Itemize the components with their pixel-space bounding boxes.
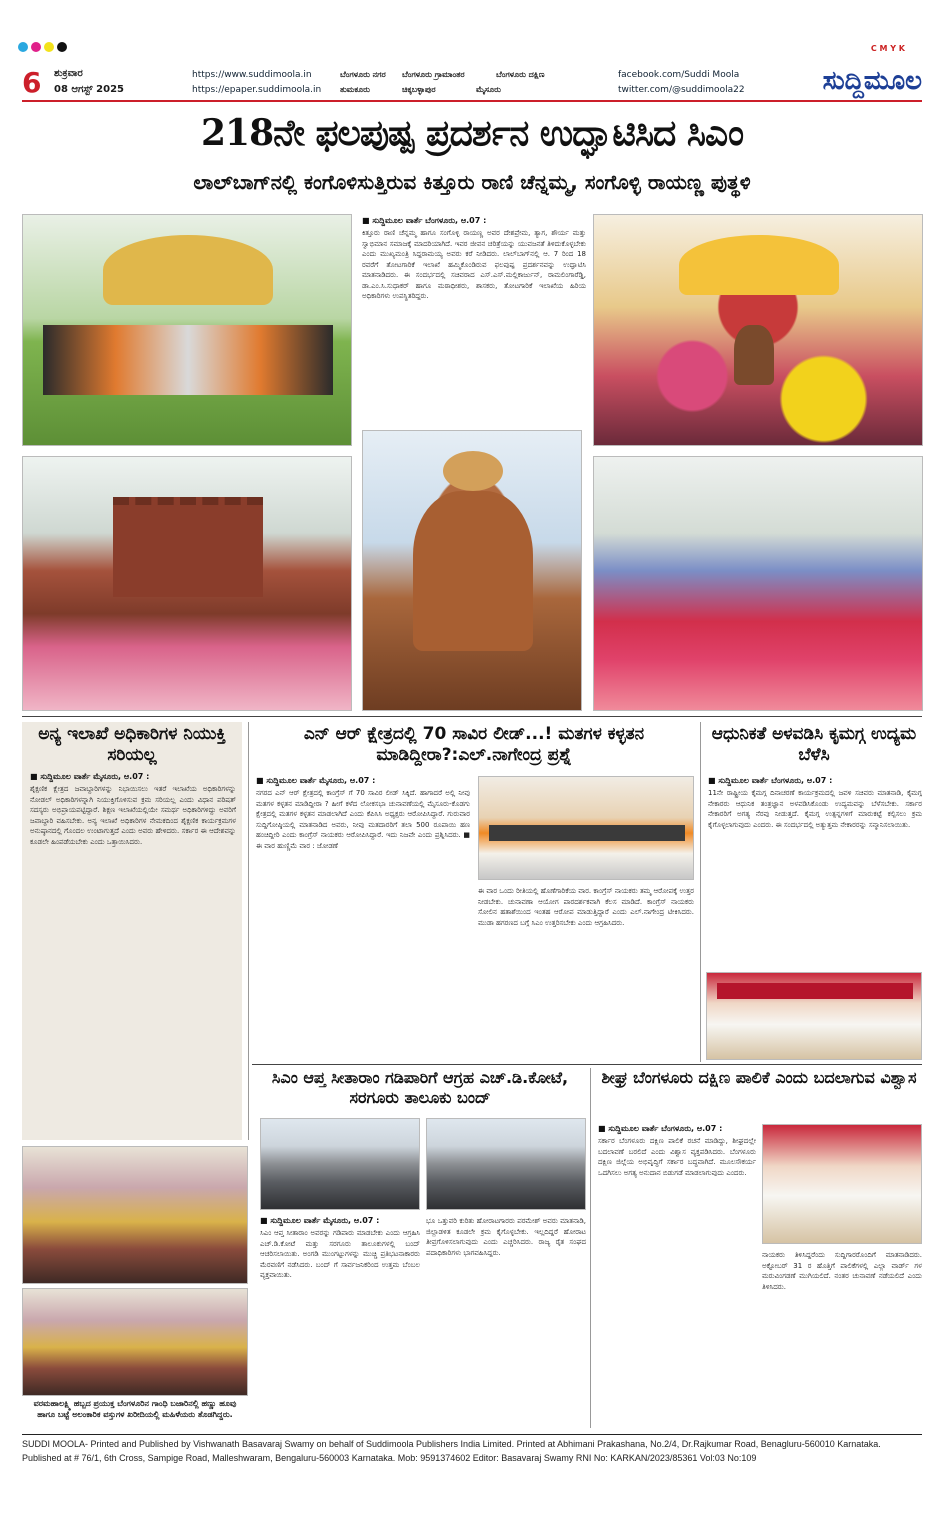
- edition-2: ಬೆಂಗಳೂರು ಗ್ರಾಮಾಂತರ: [402, 70, 465, 79]
- facebook-link[interactable]: facebook.com/Suddi Moola: [618, 70, 740, 80]
- photo-bandh-protest: [260, 1118, 420, 1210]
- edition-5: ಚಿಕ್ಕಬಳ್ಳಾಪುರ: [402, 85, 436, 94]
- main-headline: 218ನೇ ಫಲಪುಷ್ಪ ಪ್ರದರ್ಶನ ಉದ್ಘಾಟಿಸಿದ ಸಿಎಂ: [200, 112, 744, 154]
- col4-byline: ■ ಸುದ್ದಿಮೂಲ ವಾರ್ತೆ ಮೈಸೂರು, ಆ.07 :: [260, 1216, 380, 1225]
- col3-byline: ■ ಸುದ್ದಿಮೂಲ ವಾರ್ತೆ ಬೆಂಗಳೂರು, ಆ.07 :: [708, 776, 833, 785]
- photo-bandh-rally: [426, 1118, 586, 1210]
- page-number: 6: [22, 66, 42, 99]
- registration-dot-cyan: [18, 42, 28, 52]
- cmyk-mark: C M Y K: [870, 44, 905, 53]
- photo-flower-market: [22, 1146, 248, 1284]
- edition-3: ಬೆಂಗಳೂರು ದಕ್ಷಿಣ: [496, 70, 545, 79]
- col1-headline: ಅನ್ಯ ಇಲಾಖೆ ಅಧಿಕಾರಿಗಳ ನಿಯುಕ್ತಿ ಸರಿಯಲ್ಲ: [38, 724, 226, 766]
- issue-date: 08 ಆಗಸ್ಟ್ 2025: [54, 84, 124, 95]
- photo-flower-fort: [22, 456, 352, 711]
- col5-body-right: ನಾಯಕರು ತಿಳಿಸಿದ್ದರೆಂದು ಸುದ್ದಿಗಾರರೊಂದಿಗೆ ಮಾತನಾಡಿದರು. ಅಕ್ಟೋಬರ್ 31 ರ ಹೊತ್ತಿಗೆ ಪಾಲಿಕೆಗಳಲ್ಲಿ ಎಲ್ಲಾ ವಾರ್ಡ್ ಗಳ ಮರುವಿಂಗಡಣೆ ಮುಗಿಯಲಿದೆ. ನಂತರ ಚುನಾವಣೆ ನಡೆಯಲಿದೆ ಎಂದು ತಿಳಿಸಿದರು.: [762, 1251, 922, 1291]
- photo-mantapa-flower-display: [593, 214, 923, 446]
- lead-byline: ■ ಸುದ್ದಿಮೂಲ ವಾರ್ತೆ ಬೆಂಗಳೂರು, ಆ.07 :: [362, 216, 487, 225]
- imprint-line-1: SUDDI MOOLA- Printed and Published by Vishwanath Basavaraj Swamy on behalf of Suddimoola Publishers India Limited. Printed at Abhimani Prakashana, No.2/4, Dr.Rajkumar Road, Benagluru-560010 Karnataka.: [22, 1439, 881, 1449]
- website-link[interactable]: https://www.suddimoola.in: [192, 70, 312, 80]
- col4-headline: ಸಿಎಂ ಆಪ್ತ ಸೀತಾರಾಂ ಗಡಿಪಾರಿಗೆ ಆಗ್ರಹ ಎಚ್.ಡಿ.ಕೋಟೆ, ಸರಗೂರು ತಾಲೂಕು ಬಂದ್: [271, 1068, 569, 1107]
- main-subheadline: ಲಾಲ್‌ಬಾಗ್‌ನಲ್ಲಿ ಕಂಗೊಳಿಸುತ್ತಿರುವ ಕಿತ್ತೂರು ರಾಣಿ ಚೆನ್ನಮ್ಮ, ಸಂಗೊಳ್ಳಿ ರಾಯಣ್ಣ ಪುತ್ಥಳಿ: [193, 170, 751, 194]
- market-photo-caption: ವರಮಹಾಲಕ್ಷ್ಮಿ ಹಬ್ಬದ ಪ್ರಯುಕ್ತ ಬೆಂಗಳೂರಿನ ಗಾಂಧಿ ಬಜಾರಿನಲ್ಲಿ ಹಣ್ಣು ಹೂವು ಹಾಗೂ ಬಟ್ಟೆ ಅಲಂಕಾರಿಕ ವಸ್ತುಗಳ ಖರೀದಿಯಲ್ಲಿ ಮಹಿಳೆಯರು ತೊಡಗಿದ್ದರು.: [33, 1399, 237, 1419]
- footer-rule: [22, 1434, 922, 1435]
- col2-headline: ಎನ್ ಆರ್ ಕ್ಷೇತ್ರದಲ್ಲಿ 70 ಸಾವಿರ ಲೀಡ್...! ಮತಗಳ ಕಳ್ಳತನ ಮಾಡಿದ್ದೀರಾ?:ಎಲ್.ನಾಗೇಂದ್ರ ಪ್ರಶ್ನೆ: [303, 724, 645, 766]
- photo-fruit-market: [22, 1288, 248, 1396]
- col4-body-right: ಭೂ ಒತ್ತುವರಿ ಕುರಿತು ಹೋರಾಟಗಾರರು ಪರಮೇಶ್ ಅವರು ಮಾತನಾಡಿ, ಜಿಲ್ಲಾಡಳಿತ ಕೂಡಲೇ ಕ್ರಮ ಕೈಗೊಳ್ಳಬೇಕು. ಇಲ್ಲದಿದ್ದರೆ ಹೋರಾಟ ತೀವ್ರಗೊಳಿಸಲಾಗುವುದು ಎಂದು ಎಚ್ಚರಿಸಿದರು. ರಾಜ್ಯ ರೈತ ಸಂಘದ ಪದಾಧಿಕಾರಿಗಳು ಭಾಗವಹಿಸಿದ್ದರು.: [426, 1217, 586, 1257]
- col3-body: 11ನೇ ರಾಷ್ಟ್ರೀಯ ಕೈಮಗ್ಗ ದಿನಾಚರಣೆ ಕಾರ್ಯಕ್ರಮದಲ್ಲಿ ಜವಳಿ ಸಚಿವರು ಮಾತನಾಡಿ, ಕೈಮಗ್ಗ ನೇಕಾರರು ಆಧುನಿಕ ತಂತ್ರಜ್ಞಾನ ಅಳವಡಿಸಿಕೊಂಡು ಉದ್ಯಮವನ್ನು ಬೆಳೆಸಬೇಕು. ಸರ್ಕಾರ ನೇಕಾರರಿಗೆ ಅಗತ್ಯ ನೆರವು ನೀಡುತ್ತದೆ. ಕೈಮಗ್ಗ ಉತ್ಪನ್ನಗಳಿಗೆ ಮಾರುಕಟ್ಟೆ ಕಲ್ಪಿಸಲು ಕ್ರಮ ಕೈಗೊಳ್ಳಲಾಗುವುದು ಎಂದರು. ಈ ಸಂದರ್ಭದಲ್ಲಿ ಅತ್ಯುತ್ತಮ ನೇಕಾರರನ್ನು ಸನ್ಮಾನಿಸಲಾಯಿತು.: [708, 789, 922, 829]
- column-rule-3: [590, 1068, 591, 1428]
- epaper-link[interactable]: https://epaper.suddimoola.in: [192, 85, 322, 95]
- col2-body: ನಗರದ ಎನ್ ಆರ್ ಕ್ಷೇತ್ರದಲ್ಲಿ ಕಾಂಗ್ರೆಸ್ ಗೆ 70 ಸಾವಿರ ಲೀಡ್ ಸಿಕ್ಕಿದೆ. ಹಾಗಾದರೆ ಅಲ್ಲಿ ನೀವು ಮತಗಳ ಕಳ್ಳತನ ಮಾಡಿದ್ದೀರಾ ? ಹೀಗೆ ಕಳೆದ ಲೋಕಸಭಾ ಚುನಾವಣೆಯಲ್ಲಿ ಮೈಸೂರು-ಕೊಡಗು ಕ್ಷೇತ್ರದಲ್ಲಿ ಮತಗಳ ಕಳ್ಳತನ ಮಾಡಲಾಗಿದೆ ಎಂದು ಕೆಪಿಸಿಸಿ ಅಧ್ಯಕ್ಷರು ಆರೋಪಿಸಿದ್ದಾರೆ. ಗುರುವಾರ ಸುದ್ದಿಗೋಷ್ಠಿಯಲ್ಲಿ ಮಾತನಾಡಿದ ಅವರು, ನೀವು ಮತದಾರರಿಗೆ ತಲಾ 500 ರೂಪಾಯಿ ಹಣ ಹಂಚಿದ್ದೀರಿ ಎಂದು ಕಾಂಗ್ರೆಸ್ ನಾಯಕರು ಆರೋಪಿಸಿದ್ದಾರೆ. ಇದು ನಿಜವೇ ಎಂದು ಪ್ರಶ್ನಿಸಿದರು. ■ ಈ ವಾರ ಹುಣ್ಣಿಮೆ ವಾರ : ಜೋಡಣೆ: [256, 789, 470, 850]
- masthead: [22, 66, 922, 102]
- issue-day: ಶುಕ್ರವಾರ: [54, 68, 83, 79]
- col1-body: ಶೈಕ್ಷಣಿಕ ಕ್ಷೇತ್ರದ ಜವಾಬ್ದಾರಿಗಳನ್ನು ನಿಭಾಯಿಸಲು ಇತರೆ ಇಲಾಖೆಯ ಅಧಿಕಾರಿಗಳನ್ನು ನೋಡಲ್ ಅಧಿಕಾರಿಗಳನ್ನಾಗಿ ನಿಯುಕ್ತಿಗೊಳಿಸುವ ಕ್ರಮ ಸರಿಯಲ್ಲ ಎಂದು ವಿಧಾನ ಪರಿಷತ್ ಸದಸ್ಯರು ಅಭಿಪ್ರಾಯಪಟ್ಟಿದ್ದಾರೆ. ಶಿಕ್ಷಣ ಇಲಾಖೆಯಲ್ಲಿಯೇ ಸಮರ್ಥ ಅಧಿಕಾರಿಗಳಿದ್ದು ಅವರಿಗೆ ಜವಾಬ್ದಾರಿ ವಹಿಸಬೇಕು. ಅನ್ಯ ಇಲಾಖೆ ಅಧಿಕಾರಿಗಳ ನೇಮಕದಿಂದ ಶೈಕ್ಷಣಿಕ ಕಾರ್ಯಕ್ರಮಗಳ ಅನುಷ್ಠಾನದಲ್ಲಿ ಗೊಂದಲ ಉಂಟಾಗುತ್ತದೆ ಎಂದು ಅವರು ಹೇಳಿದರು. ಸರ್ಕಾರ ಈ ಆದೇಶವನ್ನು ಕೂಡಲೇ ಹಿಂಪಡೆಯಬೇಕು ಎಂದು ಒತ್ತಾಯಿಸಿದರು.: [30, 785, 236, 846]
- photo-press-meet: [478, 776, 694, 880]
- photo-handloom-event: [706, 972, 922, 1060]
- twitter-link[interactable]: twitter.com/@suddimoola22: [618, 85, 745, 95]
- col4-body: ಸಿಎಂ ಆಪ್ತ ಸೀತಾರಾಂ ಅವರನ್ನು ಗಡಿಪಾರು ಮಾಡಬೇಕು ಎಂದು ಆಗ್ರಹಿಸಿ ಎಚ್.ಡಿ.ಕೋಟೆ ಮತ್ತು ಸರಗೂರು ತಾಲೂಕುಗಳಲ್ಲಿ ಬಂದ್ ಆಚರಿಸಲಾಯಿತು. ಅಂಗಡಿ ಮುಂಗಟ್ಟುಗಳನ್ನು ಮುಚ್ಚಿ ಪ್ರತಿಭಟನಾಕಾರರು ಮೆರವಣಿಗೆ ನಡೆಸಿದರು. ಬಂದ್ ಗೆ ಸಾರ್ವಜನಿಕರಿಂದ ಉತ್ತಮ ಬೆಂಬಲ ವ್ಯಕ್ತವಾಯಿತು.: [260, 1229, 420, 1279]
- edition-4: ತುಮಕೂರು: [340, 85, 370, 94]
- section-divider-2: [252, 1064, 922, 1065]
- col2-body-right: ಈ ವಾರ ಒಂದು ರೀತಿಯಲ್ಲಿ ಹೊಣೆಗಾರಿಕೆಯ ವಾರ. ಕಾಂಗ್ರೆಸ್ ನಾಯಕರು ತಮ್ಮ ಆರೋಪಕ್ಕೆ ಉತ್ತರ ನೀಡಬೇಕು. ಚುನಾವಣಾ ಆಯೋಗ ಪಾರದರ್ಶಕವಾಗಿ ಕೆಲಸ ಮಾಡಿದೆ. ಕಾಂಗ್ರೆಸ್ ನಾಯಕರು ಸೋಲಿನ ಹತಾಶೆಯಿಂದ ಇಂತಹ ಆರೋಪ ಮಾಡುತ್ತಿದ್ದಾರೆ ಎಂದು ಎಲ್.ನಾಗೇಂದ್ರ ಟೀಕಿಸಿದರು. ಮುಡಾ ಹಗರಣದ ಬಗ್ಗೆ ಸಿಎಂ ಉತ್ತರಿಸಬೇಕು ಎಂದು ಆಗ್ರಹಿಸಿದರು.: [478, 887, 694, 927]
- lead-body: ಕಿತ್ತೂರು ರಾಣಿ ಚೆನ್ನಮ್ಮ ಹಾಗೂ ಸಂಗೊಳ್ಳಿ ರಾಯಣ್ಣ ಅವರ ದೇಶಪ್ರೇಮ, ತ್ಯಾಗ, ಶೌರ್ಯ ಮತ್ತು ಸ್ವಾಭಿಮಾನ ಸಮಾಜಕ್ಕೆ ಮಾದರಿಯಾಗಿದೆ. ಇವರ ಜೀವನ ಚರಿತ್ರೆಯನ್ನು ಯುವಜನತೆ ತಿಳಿದುಕೊಳ್ಳಬೇಕು ಎಂದು ಮುಖ್ಯಮಂತ್ರಿ ಸಿದ್ದರಾಮಯ್ಯ ಅವರು ಕರೆ ನೀಡಿದರು. ಲಾಲ್‌ಬಾಗ್‌ನಲ್ಲಿ ಆ. 7 ರಿಂದ 18 ರವರೆಗೆ ತೋಟಗಾರಿಕೆ ಇಲಾಖೆ ಹಮ್ಮಿಕೊಂಡಿರುವ ಫಲಪುಷ್ಪ ಪ್ರದರ್ಶನವನ್ನು ಉದ್ಘಾಟಿಸಿ ಮಾತನಾಡಿದರು. ಈ ಸಂದರ್ಭದಲ್ಲಿ ಸಚಿವರಾದ ಎಸ್.ಎಸ್.ಮಲ್ಲಿಕಾರ್ಜುನ್, ರಾಮಲಿಂಗಾರೆಡ್ಡಿ, ಡಾ.ಎಂ.ಸಿ.ಸುಧಾಕರ್ ಹಾಗೂ ಮಠಾಧೀಶರು, ಶಾಸಕರು, ತೋಟಗಾರಿಕೆ ಇಲಾಖೆಯ ಹಿರಿಯ ಅಧಿಕಾರಿಗಳು ಉಪಸ್ಥಿತರಿದ್ದರು.: [362, 229, 586, 300]
- edition-6: ಮೈಸೂರು: [476, 85, 501, 94]
- col2-byline: ■ ಸುದ್ದಿಮೂಲ ವಾರ್ತೆ ಮೈಸೂರು, ಆ.07 :: [256, 776, 376, 785]
- photo-cm-inauguration: [22, 214, 352, 446]
- photo-rayanna-statue: [362, 430, 582, 711]
- col5-byline: ■ ಸುದ್ದಿಮೂಲ ವಾರ್ತೆ ಬೆಂಗಳೂರು, ಆ.07 :: [598, 1124, 723, 1133]
- column-rule-2: [700, 722, 701, 1062]
- section-divider: [22, 716, 922, 717]
- newspaper-logo: ಸುದ್ದಿಮೂಲ: [822, 66, 922, 96]
- col1-byline: ■ ಸುದ್ದಿಮೂಲ ವಾರ್ತೆ ಮೈಸೂರು, ಆ.07 :: [30, 772, 150, 781]
- imprint-line-2: Published at # 76/1, 6th Cross, Sampige Road, Malleshwaram, Bengaluru-560003 Karnataka. Mob: 9591374602 Editor: Basavaraj Swamy RNI No: KARKAN/2023/85361 Vol:03 No:109: [22, 1453, 757, 1463]
- registration-dot-black: [57, 42, 67, 52]
- registration-dot-magenta: [31, 42, 41, 52]
- col5-headline: ಶೀಘ್ರ ಬೆಂಗಳೂರು ದಕ್ಷಿಣ ಪಾಲಿಕೆ ಎಂದು ಬದಲಾಗುವ ವಿಶ್ವಾಸ: [601, 1068, 917, 1087]
- column-rule-1: [248, 722, 249, 1140]
- registration-dot-yellow: [44, 42, 54, 52]
- col5-body: ಸರ್ಕಾರ ಬೆಂಗಳೂರು ದಕ್ಷಿಣ ಪಾಲಿಕೆ ರಚನೆ ಮಾಡಿದ್ದು, ಶೀಘ್ರದಲ್ಲೇ ಬದಲಾವಣೆ ಬರಲಿದೆ ಎಂದು ವಿಶ್ವಾಸ ವ್ಯಕ್ತಪಡಿಸಿದರು. ಬೆಂಗಳೂರು ದಕ್ಷಿಣ ಜಿಲ್ಲೆಯ ಅಭಿವೃದ್ಧಿಗೆ ಸರ್ಕಾರ ಬದ್ಧವಾಗಿದೆ. ಮೂಲಸೌಕರ್ಯ ಒದಗಿಸಲು ಅಗತ್ಯ ಅನುದಾನ ಬಿಡುಗಡೆ ಮಾಡಲಾಗುವುದು ಎಂದರು.: [598, 1137, 756, 1177]
- edition-1: ಬೆಂಗಳೂರು ನಗರ: [340, 70, 386, 79]
- col3-headline: ಆಧುನಿಕತೆ ಅಳವಡಿಸಿ ಕೃಮಗ್ಗ ಉದ್ಯಮ ಬೆಳೆಸಿ: [711, 724, 917, 766]
- photo-visitors-flowerbed: [593, 456, 923, 711]
- photo-palike-event: [762, 1124, 922, 1244]
